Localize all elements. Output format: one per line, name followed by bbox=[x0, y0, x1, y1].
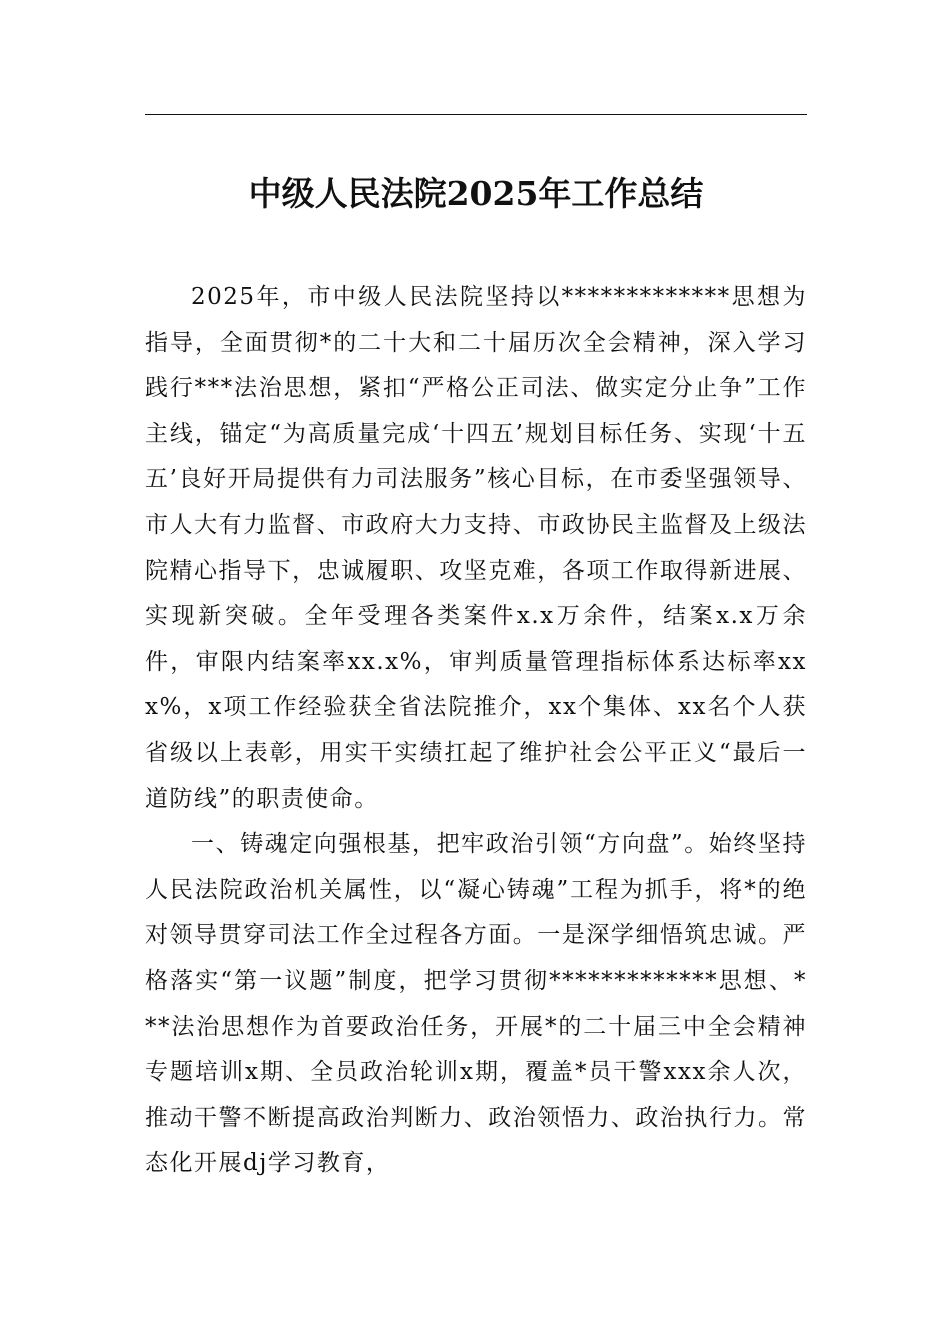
document-body bbox=[145, 275, 807, 1187]
document-title: 中级人民法院2025年工作总结 bbox=[248, 174, 704, 213]
paragraph-section-one: 一、铸魂定向强根基，把牢政治引领“方向盘”。始终坚持人民法院政治机关属性，以“凝心铸魂”工程为抓手，将*的绝对领导贯穿司法工作全过程各方面。一是深学细悟筑忠诚。严格落实“第一议题”制度，把学习贯彻*************思想、***法治思想作为首要政治任务，开展*的二十届三中全会精神专题培训x期、全员政治轮训x期，覆盖*员干警xxx余人次，推动干警不断提高政治判断力、政治领悟力、政治执行力。常态化开展dj学习教育， bbox=[145, 831, 807, 1177]
header-rule bbox=[145, 114, 807, 115]
paragraph-intro: 2025年，市中级人民法院坚持以*************思想为指导，全面贯彻*的二十大和二十届历次全会精神，深入学习践行***法治思想，紧扣“严格公正司法、做实定分止争”工作主线，锚定“为高质量完成‘十四五’规划目标任务、实现‘十五五’良好开局提供有力司法服务”核心目标，在市委坚强领导、市人大有力监督、市政府大力支持、市政协民主监督及上级法院精心指导下，忠诚履职、攻坚克难，各项工作取得新进展、实现新突破。全年受理各类案件x.x万余件，结案x.x万余件，审限内结案率xx.x%，审判质量管理指标体系达标率xxx%，x项工作经验获全省法院推介，xx个集体、xx名个人获省级以上表彰，用实干实绩扛起了维护社会公平正义“最后一道防线”的职责使命。 bbox=[145, 284, 807, 812]
